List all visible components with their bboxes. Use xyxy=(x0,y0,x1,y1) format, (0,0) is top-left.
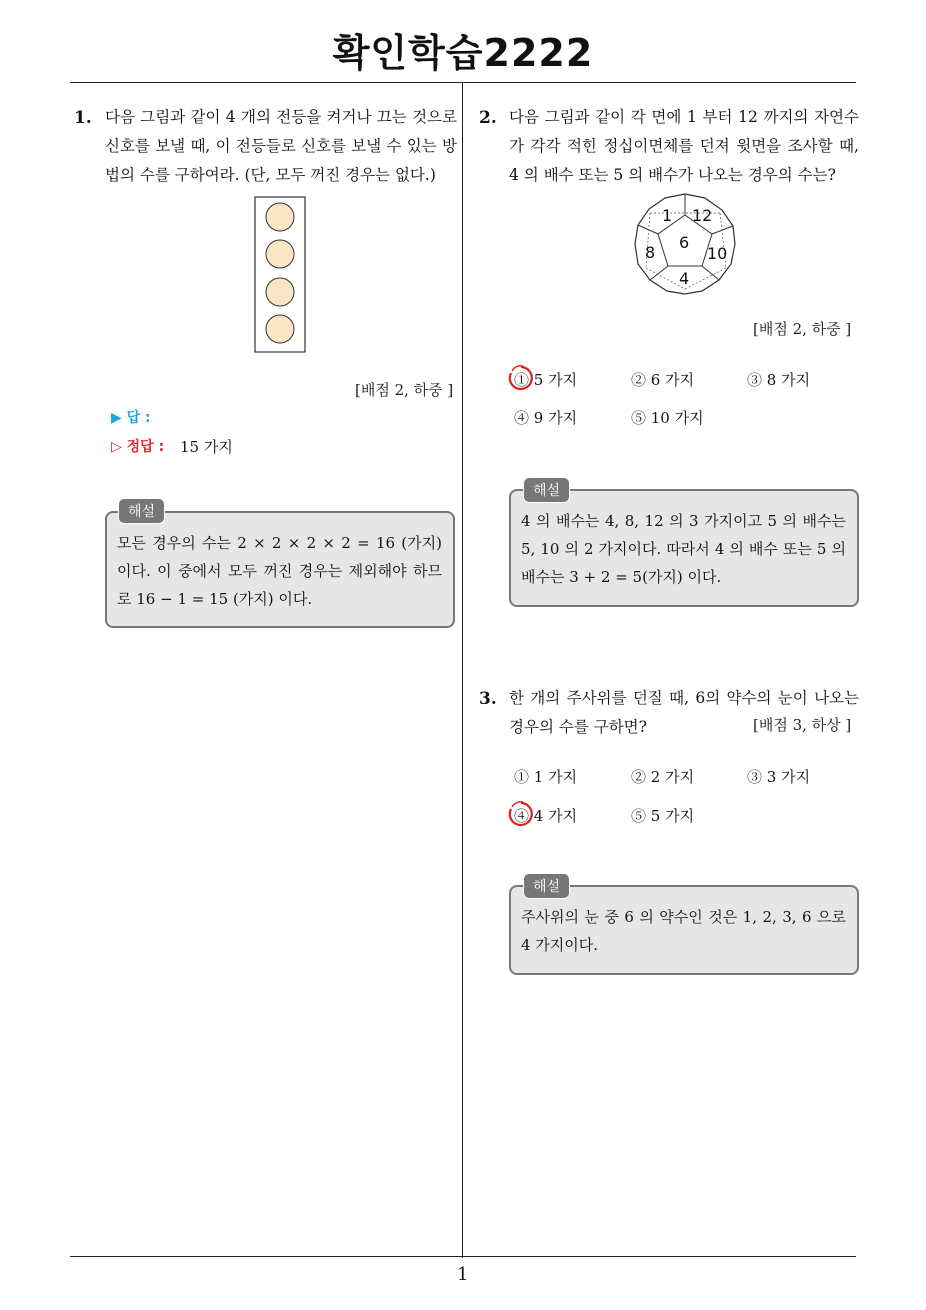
face-label-1: 1 xyxy=(662,206,673,225)
face-label-6: 6 xyxy=(679,233,690,252)
q1-text: 다음 그림과 같이 4 개의 전등을 켜거나 끄는 것으로 신호를 보낼 때, 이 전등들로 신호를 보낼 수 있는 방법의 수를 구하여라. (단, 모두 꺼진 경우는 없다.) xyxy=(105,108,457,184)
q1-answer-label: ▶ 답 : xyxy=(111,410,151,426)
q1-correct-value: 15 가지 xyxy=(180,438,233,456)
column-divider xyxy=(462,83,463,1258)
q2-choice-1[interactable]: ① 5 가지 xyxy=(514,371,578,389)
q2-choice-5[interactable]: ⑤ 10 가지 xyxy=(631,409,704,427)
face-label-12: 12 xyxy=(692,206,713,225)
page-title: 확인학습2222 xyxy=(332,31,594,75)
q3-choice-1[interactable]: ① 1 가지 xyxy=(514,768,578,786)
q2-choice-2[interactable]: ② 6 가지 xyxy=(631,371,695,389)
lamp-1 xyxy=(266,203,294,231)
q2-explanation-tag: 해설 xyxy=(523,477,570,503)
q3-choice-2[interactable]: ② 2 가지 xyxy=(631,768,695,786)
face-label-4: 4 xyxy=(679,269,690,288)
q3-text: 한 개의 주사위를 던질 때, 6의 약수의 눈이 나오는 경우의 수를 구하면? xyxy=(509,689,859,736)
lamp-4 xyxy=(266,315,294,343)
lamp-2 xyxy=(266,240,294,268)
q2-choice-4[interactable]: ④ 9 가지 xyxy=(514,409,578,427)
q2-choice-3[interactable]: ③ 8 가지 xyxy=(747,371,811,389)
footer-rule xyxy=(70,1256,856,1257)
q1-correct-label: ▷ 정답 : xyxy=(111,439,165,455)
q1-score: [배점 2, 하중 ] xyxy=(355,381,454,399)
q3-explanation-tag: 해설 xyxy=(523,873,570,899)
header-rule xyxy=(70,82,856,83)
q3-choice-3[interactable]: ③ 3 가지 xyxy=(747,768,811,786)
face-label-10: 10 xyxy=(707,244,728,263)
q1-explanation-text: 모든 경우의 수는 2 × 2 × 2 × 2 = 16 (가지) 이다. 이 중에서 모두 꺼진 경우는 제외해야 하므로 16 − 1 = 15 (가지) 이다. xyxy=(117,534,442,608)
q3-score: [배점 3, 하상 ] xyxy=(753,716,852,734)
dodecahedron-figure xyxy=(634,193,736,295)
q3-number: 3. xyxy=(479,689,497,709)
q2-explanation-text: 4 의 배수는 4, 8, 12 의 3 가지이고 5 의 배수는 5, 10 의 2 가지이다. 따라서 4 의 배수 또는 5 의 배수는 3 + 2 = 5(가지) 이다. xyxy=(521,512,846,586)
q3-choice-4[interactable]: ④ 4 가지 xyxy=(514,807,578,825)
q1-explanation-tag: 해설 xyxy=(118,498,165,524)
q1-number: 1. xyxy=(74,108,92,128)
q2-answer-mark xyxy=(506,363,536,393)
lamp-3 xyxy=(266,278,294,306)
face-label-8: 8 xyxy=(645,243,656,262)
q3-answer-mark xyxy=(506,799,536,829)
page-number: 1 xyxy=(457,1264,469,1285)
q3-choice-5[interactable]: ⑤ 5 가지 xyxy=(631,807,695,825)
q2-number: 2. xyxy=(479,108,497,128)
q2-text: 다음 그림과 같이 각 면에 1 부터 12 까지의 자연수가 각각 적힌 정십이면체를 던져 윗면을 조사할 때, 4 의 배수 또는 5 의 배수가 나오는 경우의 수는? xyxy=(509,108,859,184)
lamp-panel-figure xyxy=(254,196,306,354)
q2-score: [배점 2, 하중 ] xyxy=(753,320,852,338)
q3-explanation-text: 주사위의 눈 중 6 의 약수인 것은 1, 2, 3, 6 으로 4 가지이다. xyxy=(521,908,846,954)
